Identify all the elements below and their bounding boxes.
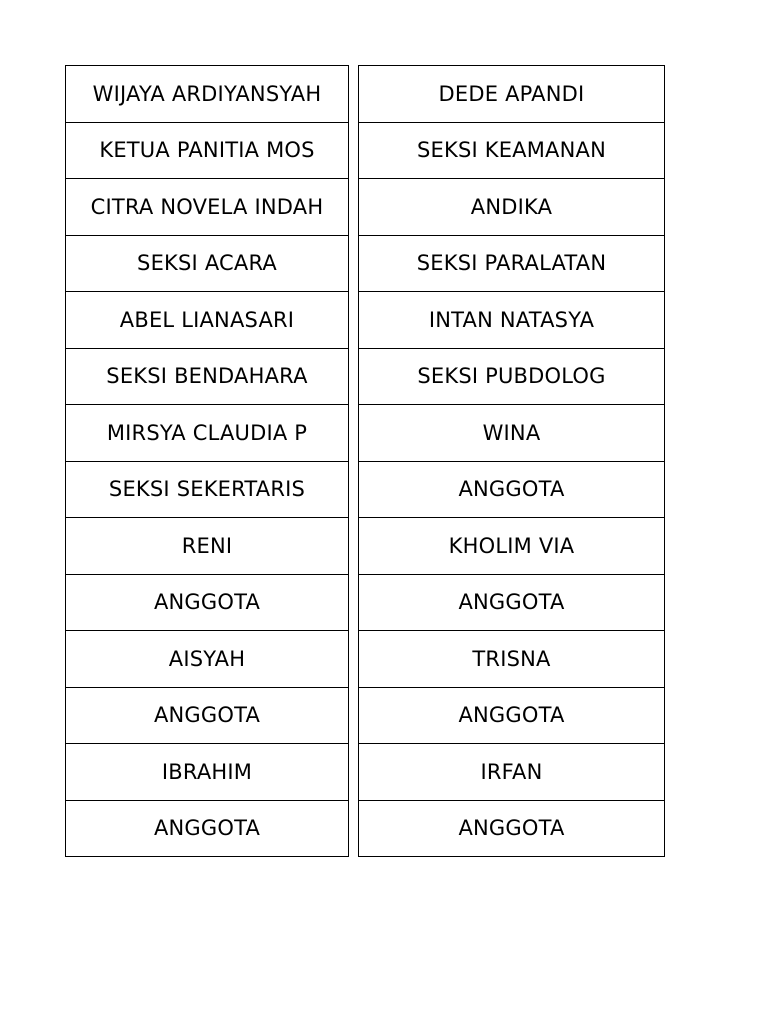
table-row — [359, 800, 665, 857]
table-cell: ABEL LIANASARI — [66, 292, 349, 349]
table-cell: WINA — [359, 405, 665, 462]
table-row — [359, 348, 665, 405]
table-cell: DEDE APANDI — [359, 66, 665, 123]
table-row — [66, 687, 349, 744]
table-row — [66, 66, 349, 123]
table-row — [359, 235, 665, 292]
table-cell: IRFAN — [359, 744, 665, 801]
table-cell: ANGGOTA — [359, 800, 665, 857]
table-cell: MIRSYA CLAUDIA P — [66, 405, 349, 462]
table-row — [359, 744, 665, 801]
table-row — [66, 518, 349, 575]
table-row — [359, 461, 665, 518]
table-row — [66, 461, 349, 518]
table-cell: SEKSI KEAMANAN — [359, 122, 665, 179]
table-row — [66, 235, 349, 292]
table-cell: ANGGOTA — [359, 574, 665, 631]
table-cell: SEKSI BENDAHARA — [66, 348, 349, 405]
table-cell: SEKSI SEKERTARIS — [66, 461, 349, 518]
table-row — [359, 292, 665, 349]
table-row — [359, 631, 665, 688]
table-row — [359, 405, 665, 462]
table-cell: TRISNA — [359, 631, 665, 688]
table-row — [359, 66, 665, 123]
table-cell: KHOLIM VIA — [359, 518, 665, 575]
table-row — [66, 292, 349, 349]
table-cell: ANDIKA — [359, 179, 665, 236]
table-row — [359, 122, 665, 179]
table-cell: WIJAYA ARDIYANSYAH — [66, 66, 349, 123]
table-cell: INTAN NATASYA — [359, 292, 665, 349]
table-cell: ANGGOTA — [66, 687, 349, 744]
left-name-table — [65, 65, 349, 857]
table-row — [359, 687, 665, 744]
table-row — [66, 179, 349, 236]
table-cell: ANGGOTA — [66, 574, 349, 631]
table-row — [66, 122, 349, 179]
table-row — [66, 800, 349, 857]
right-name-table — [358, 65, 665, 857]
table-cell: ANGGOTA — [359, 461, 665, 518]
table-cell: AISYAH — [66, 631, 349, 688]
table-row — [359, 179, 665, 236]
table-cell: RENI — [66, 518, 349, 575]
table-row — [66, 574, 349, 631]
table-cell: ANGGOTA — [66, 800, 349, 857]
table-cell: IBRAHIM — [66, 744, 349, 801]
table-row — [359, 574, 665, 631]
table-row — [359, 518, 665, 575]
table-cell: SEKSI PARALATAN — [359, 235, 665, 292]
table-row — [66, 744, 349, 801]
table-row — [66, 405, 349, 462]
table-cell: SEKSI ACARA — [66, 235, 349, 292]
table-cell: KETUA PANITIA MOS — [66, 122, 349, 179]
table-cell: SEKSI PUBDOLOG — [359, 348, 665, 405]
table-cell: ANGGOTA — [359, 687, 665, 744]
table-row — [66, 348, 349, 405]
table-cell: CITRA NOVELA INDAH — [66, 179, 349, 236]
table-row — [66, 631, 349, 688]
